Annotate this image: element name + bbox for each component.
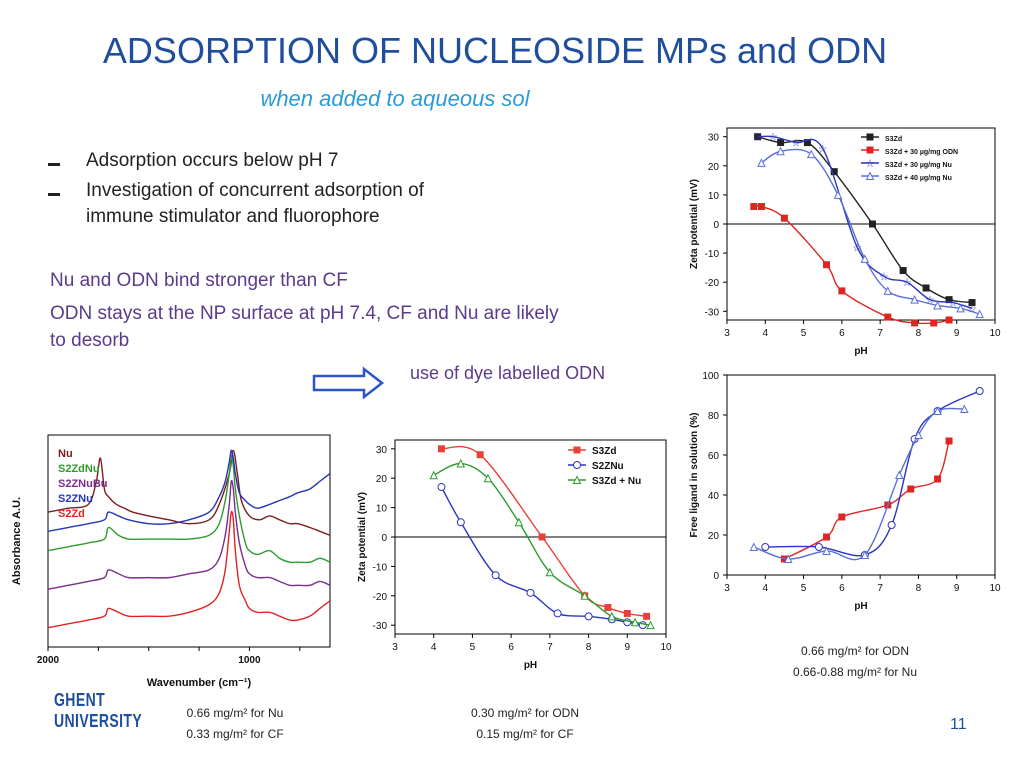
- data-point: ☆: [817, 143, 828, 156]
- finding-text: Nu and ODN bind stronger than CF: [50, 270, 348, 291]
- data-point: ☆: [790, 137, 801, 150]
- data-point: [838, 514, 845, 521]
- note-line: 0.30 mg/m² for ODN: [470, 706, 580, 720]
- slide-subtitle: when added to aqueous sol: [260, 86, 530, 111]
- y-tick-label: -20: [704, 278, 719, 290]
- x-axis-label: Wavenumber (cm⁻¹): [146, 677, 252, 689]
- data-point: [604, 604, 611, 611]
- data-point: [946, 438, 953, 445]
- y-axis-label: Free ligand in solution (%): [689, 412, 700, 538]
- y-tick-label: -30: [372, 621, 387, 633]
- series-line: [441, 487, 642, 625]
- x-tick-label: 10: [989, 583, 1001, 594]
- data-point: [492, 572, 499, 579]
- bullet-text: Investigation of concurrent adsorption of: [86, 180, 424, 201]
- y-tick-label: 20: [707, 161, 719, 173]
- legend: [861, 134, 958, 183]
- y-tick-label: -10: [704, 249, 719, 261]
- series-line: [754, 408, 965, 559]
- data-point: ☆: [947, 297, 958, 310]
- data-point: [750, 544, 757, 551]
- data-point: [477, 451, 484, 458]
- y-tick-label: 10: [707, 190, 719, 202]
- data-point: [946, 317, 953, 324]
- y-axis-label: Zeta potential (mV): [357, 491, 368, 583]
- x-tick-label: 7: [547, 642, 553, 653]
- x-tick-label: 8: [915, 583, 922, 594]
- data-point: [777, 139, 784, 146]
- legend-label: S3Zd + 30 µg/mg Nu: [885, 162, 952, 169]
- bullet-text: immune stimulator and fluorophore: [86, 206, 380, 227]
- bullet-marker: [48, 193, 60, 196]
- free-ligand-chart: [665, 365, 1015, 620]
- data-point: ☆: [852, 242, 863, 255]
- legend-label: S2ZdNu: [58, 463, 100, 475]
- data-point: ☆: [752, 131, 763, 144]
- x-axis-label: pH: [854, 346, 868, 357]
- data-point: [438, 445, 445, 452]
- slide-title: ADSORPTION OF NUCLEOSIDE MPs and ODN: [102, 30, 888, 71]
- note-middle: [440, 703, 610, 745]
- data-point: [750, 203, 757, 210]
- data-point: [457, 519, 464, 526]
- x-tick-label: 8: [585, 642, 592, 653]
- legend-label: S3Zd + 30 µg/mg ODN: [885, 149, 959, 156]
- data-point: [574, 462, 581, 469]
- x-tick-label: 7: [877, 328, 883, 339]
- y-tick-label: 80: [707, 411, 719, 422]
- data-point: [758, 203, 765, 210]
- x-tick-label: 5: [800, 583, 807, 594]
- legend-label: Nu: [58, 448, 73, 460]
- x-tick-label: 9: [624, 642, 631, 653]
- y-tick-label: 100: [702, 371, 719, 382]
- data-point: [808, 151, 815, 158]
- university-logo: [54, 690, 167, 732]
- data-point: ☆: [768, 131, 778, 144]
- logo-line: UNIVERSITY: [54, 711, 143, 731]
- x-tick-label: 6: [839, 328, 845, 339]
- x-tick-label: 8: [915, 328, 922, 339]
- data-point: [823, 261, 830, 268]
- x-tick-label: 6: [508, 642, 514, 653]
- y-tick-label: 30: [375, 444, 387, 456]
- data-point: [527, 589, 534, 596]
- y-tick-label: 60: [707, 451, 719, 462]
- data-point: [624, 610, 631, 617]
- ftir-chart: [0, 425, 340, 695]
- y-tick-label: -10: [372, 562, 387, 574]
- data-point: [554, 610, 561, 617]
- x-tick-label: 5: [469, 642, 476, 653]
- y-axis-label: Zeta potential (mV): [689, 178, 700, 270]
- zeta-potential-chart-top-right: [665, 120, 1015, 365]
- x-tick-label: 1000: [238, 655, 261, 666]
- note-line: 0.33 mg/m² for CF: [186, 727, 284, 741]
- series-s2zd: [48, 512, 330, 628]
- page-number: 11: [950, 716, 967, 733]
- x-tick-label: 3: [724, 328, 730, 339]
- x-tick-label: 4: [762, 328, 769, 339]
- data-point: [585, 613, 592, 620]
- x-tick-label: 2000: [36, 655, 60, 666]
- data-point: [539, 534, 546, 541]
- data-point: ☆: [902, 277, 912, 290]
- note-line: 0.66 mg/m² for Nu: [186, 706, 284, 720]
- legend-label: S3Zd + 40 µg/mg Nu: [885, 175, 952, 182]
- y-tick-label: 20: [375, 474, 387, 486]
- data-point: [934, 476, 941, 483]
- finding-text: ODN stays at the NP surface at pH 7.4, CF and Nu are likely: [50, 303, 559, 324]
- data-point: [815, 544, 822, 551]
- note-right: [760, 641, 950, 683]
- x-tick-label: 7: [877, 583, 883, 594]
- legend-label: S3Zd: [885, 136, 903, 143]
- data-point: [835, 191, 842, 198]
- x-tick-label: 6: [839, 583, 845, 594]
- x-tick-label: 3: [392, 642, 398, 653]
- data-point: ☆: [967, 303, 977, 316]
- note-line: 0.66-0.88 mg/m² for Nu: [792, 665, 918, 679]
- y-tick-label: -30: [704, 307, 719, 319]
- series-s3zd-30-g-mg-odn: [750, 203, 952, 326]
- x-tick-label: 3: [724, 583, 730, 594]
- y-tick-label: 0: [381, 533, 387, 544]
- note-line: 0.15 mg/m² for CF: [476, 727, 574, 741]
- x-tick-label: 10: [989, 328, 1001, 339]
- data-point: [574, 447, 581, 454]
- data-point: [930, 319, 937, 326]
- arrow-caption: use of dye labelled ODN: [410, 363, 606, 383]
- series-nu-40-: [750, 406, 968, 563]
- bullet-marker: [48, 163, 60, 166]
- data-point: [907, 486, 914, 493]
- data-point: [438, 484, 445, 491]
- x-axis-label: pH: [854, 601, 868, 612]
- series-line: [784, 441, 949, 559]
- series-nu-30-: [762, 388, 983, 559]
- legend: [568, 446, 641, 487]
- y-tick-label: 10: [375, 503, 387, 515]
- series-line: [48, 512, 330, 628]
- data-point: [781, 215, 788, 222]
- y-tick-label: 0: [713, 220, 719, 231]
- legend-label: S2ZNu: [592, 461, 624, 472]
- data-point: [867, 134, 874, 141]
- data-point: [923, 285, 930, 292]
- data-point: [976, 311, 983, 318]
- zeta-potential-chart-middle: [330, 432, 680, 692]
- note-line: 0.66 mg/m² for ODN: [800, 644, 910, 658]
- y-tick-label: 30: [707, 132, 719, 144]
- series-line: [765, 391, 979, 556]
- bullet-text: Adsorption occurs below pH 7: [86, 150, 339, 171]
- series-line: [754, 206, 949, 324]
- legend-label: S2Zd: [58, 508, 85, 520]
- series-odn: [781, 438, 953, 563]
- data-point: [888, 522, 895, 529]
- data-point: [515, 519, 522, 526]
- series-line: [434, 463, 651, 625]
- data-point: [896, 472, 903, 479]
- data-point: [823, 534, 830, 541]
- data-point: [867, 147, 874, 154]
- data-point: [869, 221, 876, 228]
- x-tick-label: 10: [660, 642, 672, 653]
- y-tick-label: 0: [713, 571, 719, 582]
- legend-label: S2ZNu: [58, 493, 93, 505]
- data-point: [976, 388, 983, 395]
- logo-line: GHENT: [54, 690, 106, 710]
- y-tick-label: -20: [372, 591, 387, 603]
- data-point: ☆: [879, 271, 889, 284]
- legend-label: S2ZNuBu: [58, 478, 108, 490]
- x-axis-label: pH: [523, 660, 538, 671]
- data-point: ☆: [924, 294, 935, 307]
- finding-text: to desorb: [50, 330, 130, 351]
- x-tick-label: 5: [800, 328, 807, 339]
- y-axis-label: Absorbance A.U.: [11, 496, 23, 586]
- x-tick-label: 9: [953, 583, 960, 594]
- series-s2znu: [438, 484, 646, 629]
- y-tick-label: 20: [707, 531, 719, 542]
- data-point: [762, 544, 769, 551]
- note-left: [150, 703, 320, 745]
- x-tick-label: 9: [953, 328, 960, 339]
- data-point: [430, 472, 437, 479]
- right-arrow-icon: [312, 366, 386, 400]
- y-tick-label: 40: [707, 491, 719, 502]
- legend-label: S3Zd: [592, 446, 617, 457]
- data-point: [838, 287, 845, 294]
- data-point: [900, 267, 907, 274]
- data-point: [911, 319, 918, 326]
- data-point: ☆: [865, 158, 875, 170]
- x-tick-label: 4: [430, 642, 437, 653]
- data-point: [643, 613, 650, 620]
- legend-label: S3Zd + Nu: [592, 476, 642, 487]
- x-tick-label: 4: [762, 583, 769, 594]
- data-point: [884, 314, 891, 321]
